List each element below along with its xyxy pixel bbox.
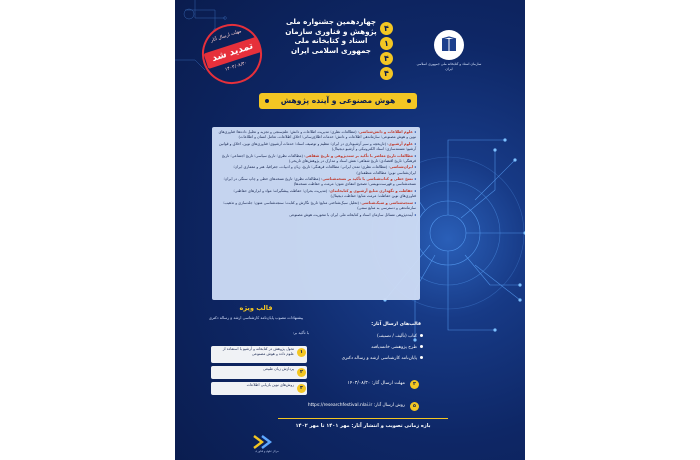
deadline-badge: ۴	[410, 380, 419, 389]
bullet-icon: ◂	[412, 177, 416, 182]
stamp-bottom-text: ۱۴۰۳/۰۸/۳۰	[224, 60, 248, 73]
method-badge: ۵	[410, 402, 419, 411]
banner-dot-icon	[407, 99, 411, 103]
axis-body: : (تاریخچه و سیر آرشیوداری در ایران؛ تنظیم و توصیف اسناد؛ خدمات آرشیوی؛ فناوری‌های نوین، اخلاق و قوانین آرشیو؛ مستندسازی؛ اسناد الکترونیکی و آرشیو دیجیتال)	[218, 141, 416, 151]
sponsor-name: مرکز علوم و فناوری	[255, 449, 279, 453]
research-axes-panel	[212, 127, 420, 300]
axis-heading: مطالعات تاریخ معاصر با تأکید بر سندپژوهی و تاریخ شفاهی	[305, 153, 413, 158]
bullet-icon: ◂	[412, 212, 416, 217]
template-subtitle: پیشنهادات مصوب پایان‌نامه کارشناسی ارشد و رساله دکتری	[208, 315, 304, 320]
format-item: پایان‌نامه کارشناسی ارشد و رساله دکتری	[335, 356, 423, 361]
bullet-icon: ◂	[412, 200, 416, 205]
axis-item	[216, 154, 416, 164]
bullet-icon: ◂	[412, 130, 416, 134]
axis-item	[216, 201, 416, 211]
axis-item	[216, 165, 416, 175]
theme-text: هوش مصنوعی و آینده پژوهش	[280, 96, 396, 105]
stamp-top-text: مهلت ارسال آثار	[210, 29, 243, 44]
title-line: چهاردهمین جشنواره ملی	[285, 17, 377, 26]
publication-period: بازه زمانی تصویب و انتشار آثار: مهر ۱۴۰۱ تا مهر ۱۴۰۲	[278, 418, 448, 433]
axis-body: آینده‌پژوهی مسائل سازمان اسناد و کتابخانه ملی ایران با محوریت هوش مصنوعی	[289, 212, 413, 217]
axis-heading: علوم اطلاعات و دانش‌شناسی	[359, 130, 413, 134]
festival-poster	[175, 0, 525, 460]
title-line: پژوهش و فناوری سازمان	[285, 26, 377, 36]
edition-digits	[380, 22, 394, 80]
axis-item	[216, 130, 416, 140]
axis-heading: سنجه‌شناسی و سبک‌شناسی	[361, 200, 413, 205]
axis-item	[216, 142, 416, 152]
format-item: کتاب (تألیف / تصنیف)	[335, 334, 423, 339]
axis-body: : (تحلیل سبک‌شناختی منابع؛ تاریخ نگارش و کتابت؛ سنجه‌شناسی متون؛ جلدسازی و تذهیب؛ سازماندهی و دسترسی به منابع سنتی)	[223, 200, 416, 210]
template-item-text: روش‌های نوین بازیابی اطلاعات	[246, 383, 294, 387]
edition-digit: ۴	[380, 22, 393, 35]
format-item: طرح پژوهشی خاتمه‌یافته	[335, 345, 423, 350]
festival-title	[283, 17, 379, 55]
title-line: جمهوری اسلامی ایران	[291, 45, 371, 55]
axis-heading: علوم آرشیوی	[388, 141, 413, 146]
submission-method-link[interactable]: روش ارسال آثار: https://researchfestival.nlai.ir	[307, 403, 405, 408]
organization-logo	[434, 30, 464, 60]
axis-body: : (مدیریت بحران؛ حفاظت پیشگیرانه؛ مواد و ابزارهای حفاظتی؛ فناوری‌های نوین حفاظت؛ مرمت منابع؛ حفاظت دیجیتال)	[233, 188, 416, 199]
axis-heading: ایران‌شناسی	[389, 165, 413, 170]
bullet-icon: ◂	[412, 141, 416, 146]
theme-banner	[259, 93, 417, 109]
deadline-text: مهلت ارسال آثار: ۱۴۰۳/۰۸/۳۰	[347, 381, 405, 386]
template-item-text: تحول پژوهش در کتابخانه و آرشیو با استفاده از علوم داده و هوش مصنوعی	[222, 347, 294, 357]
axis-item	[216, 189, 416, 199]
axis-body: : (مطالعات نظری؛ مدیریت اطلاعات و دانش؛ علم‌سنجی و تجزیه و تحلیل داده‌ها؛ فناوری‌های نوین و هوش مصنوعی؛ سازماندهی اطلاعات و دانش؛ خدمات اطلاع‌رسانی؛ اخلاق اطلاعات، تعامل انسان و اطلاعات)	[218, 130, 416, 140]
bullet-icon: ◂	[412, 165, 416, 170]
organization-name: سازمان اسناد و کتابخانه ملی جمهوری اسلامی ایران	[416, 62, 482, 71]
edition-digit: ۴	[380, 67, 393, 80]
template-item	[211, 346, 307, 363]
template-item	[211, 382, 307, 395]
template-item-number: ۱	[297, 348, 306, 357]
axis-item	[216, 213, 416, 218]
banner-dot-icon	[265, 99, 269, 103]
axis-body: : (مطالعات نظری؛ تاریخ نسخه‌های خطی و چاپ سنگی در ایران؛ نسخه‌شناسی و فهرست‌نویسی؛ تصحیح انتقادی متون؛ مرمت و حفاظت نسخه‌ها)	[223, 177, 416, 187]
axis-body: : (مطالعات نظری؛ تاریخ سیاسی؛ تاریخ اجتماعی؛ تاریخ فرهنگی؛ تاریخ اقتصادی؛ تاریخ شفاهی؛ نقش اسناد و مدارک در پژوهش‌های تاریخی)	[221, 153, 416, 163]
edition-digit: ۴	[380, 52, 393, 65]
template-item	[211, 366, 307, 379]
template-note: با تأکید بر:	[292, 330, 309, 335]
template-item-number: ۳	[297, 384, 306, 393]
template-title: قالب ویژه	[239, 304, 273, 312]
book-emblem-icon	[434, 30, 464, 60]
template-item-text: پردازش زبان طبیعی	[262, 367, 294, 371]
bullet-icon: ◂	[412, 188, 416, 193]
title-line: اسناد و کتابخانه ملی	[294, 36, 368, 46]
edition-digit: ۱	[380, 37, 393, 50]
axis-body: : (مطالعات نظری؛ تمدن ایرانی؛ مطالعات فرهنگی؛ تاریخ، زبان و ادبیات، جغرافیا، هنر و معماری ایران؛ ایران‌شناسی نوین؛ مطالعات منطقه‌ای)	[233, 165, 416, 175]
axis-item	[216, 177, 416, 187]
axis-heading: نسخ خطی و کتاب‌شناسی با تأکید بر نسخه‌شناسی	[322, 177, 413, 182]
template-item-number: ۲	[297, 368, 306, 377]
axis-heading: حفاظت و نگهداری منابع آرشیوی و کتابخانه‌ای	[329, 188, 413, 193]
formats-title: قالب‌های ارسال آثار:	[371, 322, 421, 327]
bullet-icon: ◂	[412, 153, 416, 158]
stamp-main-text: تمدید شد	[204, 36, 262, 69]
